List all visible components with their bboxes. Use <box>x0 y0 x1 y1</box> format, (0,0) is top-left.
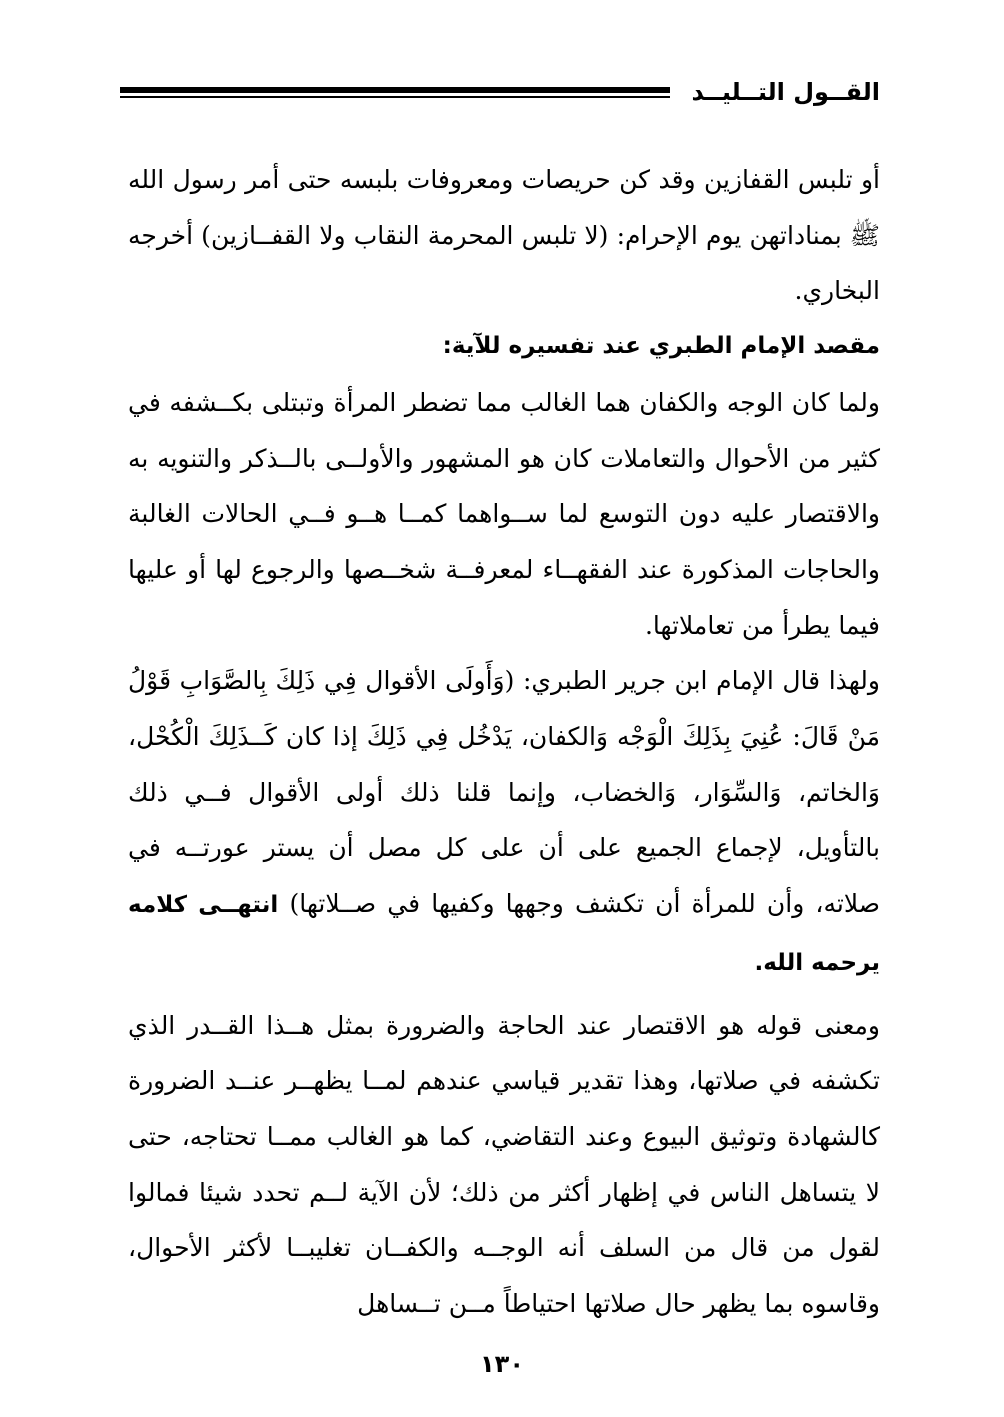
paragraph-3-text: ولهذا قال الإمام ابن جرير الطبري: (وَأَولَى الأقوال فِي ذَلِكَ بِالصَّوَابِ قَوْلُ مَنْ قَالَ: عُنِيَ بِذَلِكَ الْوَجْه وَالكفان، يَدْخُل فِي ذَلِكَ إذا كان كَــذَلِكَ الْكُحْل، وَالخاتم، وَالسِّوَار، وَالخضاب، وإنما قلنا ذلك أولى الأقوال فــي ذلك بالتأويل، لإجماع الجميع على أن على كل مصل أن يستر عورتــه في صلاته، وأن للمرأة أن تكشف وجهها وكفيها في صــلاتها) <box>128 666 880 919</box>
book-title: القــول التــليــد <box>691 78 880 106</box>
section-heading: مقصد الإمام الطبري عند تفسيره للآية: <box>442 333 880 360</box>
paragraph-4: ومعنى قوله هو الاقتصار عند الحاجة والضرورة بمثل هــذا القــدر الذي تكشفه في صلاتها، وهذا تقدير قياسي عندهم لمــا يظهــر عنــد الضرورة كالشهادة وتوثيق البيوع وعند التقاضي، كما هو الغالب ممــا تحتاجه، حتى لا يتساهل الناس في إظهار أكثر من ذلك؛ لأن الآية لــم تحدد شيئا فمالوا لقول من قال من السلف أنه الوجــه والكفــان تغليبــا لأكثر الأحوال، وقاسوه بما يظهر حال صلاتها احتياطاً مــن تــساهل <box>128 1010 880 1319</box>
header-rule <box>120 87 670 98</box>
running-header <box>120 72 880 112</box>
paragraph-3-bold: انتهــى كلامه يرحمه الله. <box>128 892 880 976</box>
page-number: ١٣٠ <box>480 1350 524 1378</box>
header-rule-thick <box>120 87 670 93</box>
header-rule-thin <box>120 96 670 98</box>
paragraph-2: ولما كان الوجه والكفان هما الغالب مما تضطر المرأة وتبتلى بكــشفه في كثير من الأحوال والتعاملات كان هو المشهور والأولــى بالــذكر والتنويه به والاقتصار عليه دون التوسع لما ســواهما كمــا هــو فــي الحالات الغالبة والحاجات المذكورة عند الفقهــاء لمعرفــة شخــصها والرجوع لها أو عليها فيما يطرأ من تعاملاتها. <box>128 387 880 640</box>
paragraph-1: أو تلبس القفازين وقد كن حريصات ومعروفات بلبسه حتى أمر رسول الله ﷺ بمناداتهن يوم الإحرام: (لا تلبس المحرمة النقاب ولا القفــازين) أخرجه البخاري. <box>128 165 880 306</box>
body-text <box>128 152 880 1332</box>
paragraph-3 <box>128 653 880 991</box>
